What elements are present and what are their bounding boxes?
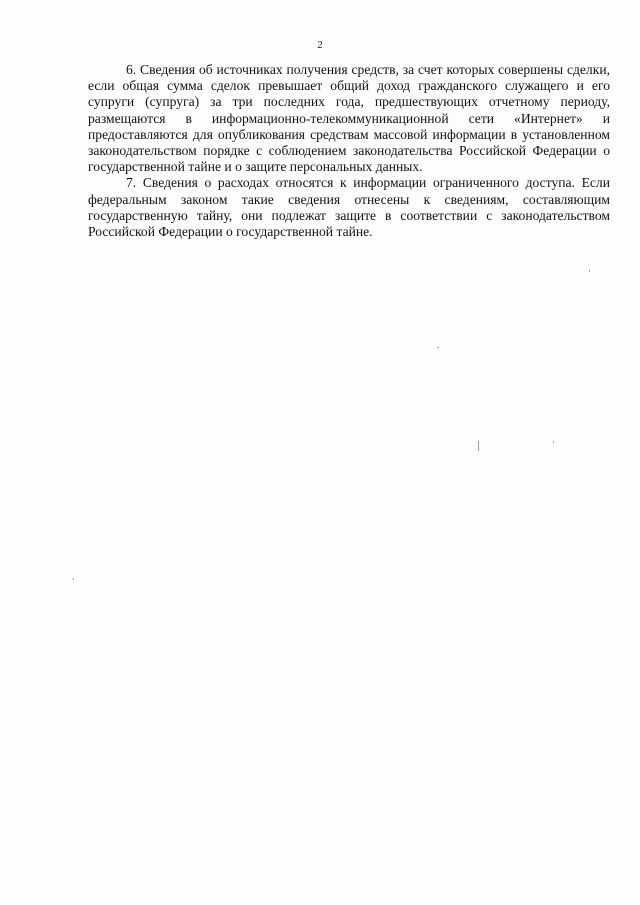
paragraph-6: 6. Сведения об источниках получения средств, за счет которых совершены сделки, если общая сумма сделок превышает общий доход гражданского служащего и его супруги (супруга) за три последних года, предшествующих отчетному периоду, размещаются в информационно-телекоммуникационной сети «Интернет» и предоставляются для опубликования средствам массовой информации в установленном законодательством порядке с соблюдением законодательства Российской Федерации о государственной тайне и о защите персональных данных. [88, 62, 610, 175]
scan-speck [478, 441, 479, 451]
page-number: 2 [317, 39, 323, 51]
paragraph-7: 7. Сведения о расходах относятся к информации ограниченного доступа. Если федеральным законом такие сведения отнесены к сведениям, составляющим государственную тайну, они подлежат защите в соответствии с законодательством Российской Федерации о государственной тайне. [88, 175, 610, 240]
scan-speck [73, 578, 74, 580]
scan-speck [553, 441, 554, 443]
scan-speck [437, 347, 439, 348]
document-body [88, 62, 610, 240]
scan-speck [589, 270, 590, 272]
